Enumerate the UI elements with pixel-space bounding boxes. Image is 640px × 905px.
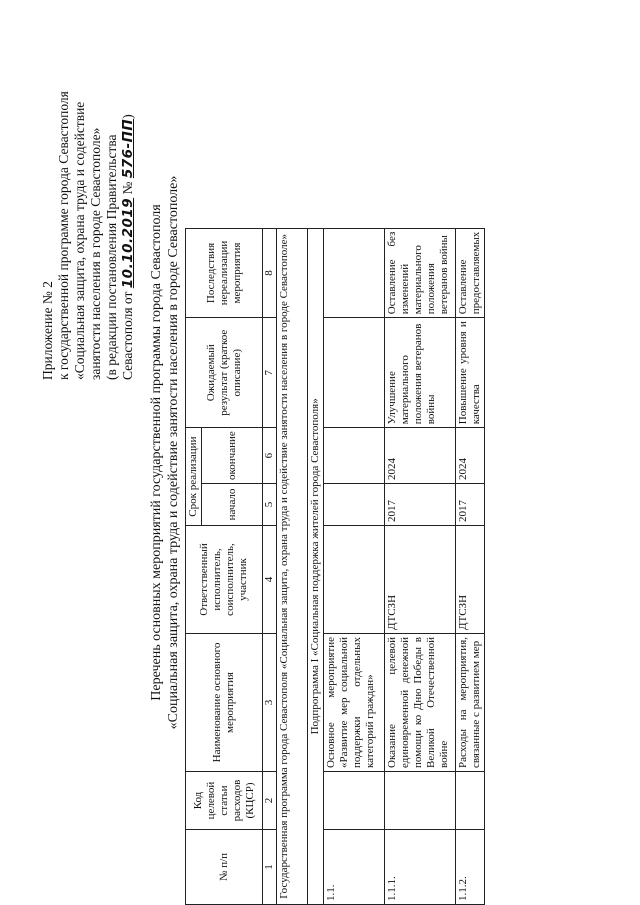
cell-num: 1.1.2. [456,830,485,905]
table-row [324,228,385,904]
cell-executor: ДТСЗН [456,526,485,634]
appendix-prefix: Севастополя от [120,291,135,380]
measures-table [185,228,485,905]
header-result: Ожидаемый результат (краткое описание) [186,318,263,428]
column-number: 4 [263,526,277,634]
subprogram-row [308,228,324,904]
closing-paren: ) [120,114,135,119]
appendix-block [40,35,136,380]
cell-end: 2024 [456,428,485,484]
header-num: № п/п [186,830,263,905]
number-sign: № [120,181,135,195]
cell-code [324,772,385,830]
program-title: Государственная программа города Севастополя «Социальная защита, охрана труда и содействие занятости населения в городе Севастополе» [277,228,308,904]
cell-result [324,318,385,428]
column-number: 2 [263,772,277,830]
cell-code [385,772,456,830]
cell-end [324,428,385,484]
column-number: 5 [263,484,277,526]
cell-start: 2017 [456,484,485,526]
header-start: начало [202,484,263,526]
heading-line: «Социальная защита, охрана труда и содействие занятости населения в городе Севастополе» [166,175,181,730]
header-term: Срок реализации [186,428,202,526]
cell-name: Оказание целевой единовременной денежной помощи ко Дню Победы в Великой Отечественной войне [385,634,456,772]
cell-name: Основное мероприятие «Развитие мер социальной поддержки отдельных категорий граждан» [324,634,385,772]
cell-num: 1.1.1. [385,830,456,905]
header-name: Наименование основного мероприятия [186,634,263,772]
appendix-line: «Социальная защита, охрана труда и содействие [72,101,87,380]
cell-consequence [324,228,385,318]
handwritten-number: 576-ПП [120,118,136,179]
header-end: окончание [202,428,263,484]
cell-consequence: Оставление предоставляемых [456,228,485,318]
heading-line: Перечень основных мероприятий государственной программы города Севастополя [149,204,164,701]
cell-num: 1.1. [324,830,385,905]
cell-result: Улучшение материального положения ветеранов войны [385,318,456,428]
handwritten-date: 10.10.2019 [120,197,136,289]
appendix-line: (в редакции постановления Правительства [104,134,119,380]
header-code: Код целевой статьи расходов (КЦСР) [186,772,263,830]
column-number: 3 [263,634,277,772]
program-row [277,228,308,904]
cell-executor: ДТСЗН [385,526,456,634]
header-executor: Ответственный исполнитель, соисполнитель, участник [186,526,263,634]
column-number: 6 [263,428,277,484]
column-number: 8 [263,228,277,318]
cell-start [324,484,385,526]
column-number-row [263,228,277,904]
column-number: 1 [263,830,277,905]
header-row [186,228,202,904]
table-row [456,228,485,904]
appendix-date-line [120,35,136,380]
cell-end: 2024 [385,428,456,484]
cell-code [456,772,485,830]
header-consequence: Последствия нереализации мероприятия [186,228,263,318]
cell-name: Расходы на мероприятия, связанные с развитием мер [456,634,485,772]
table-row [385,228,456,904]
cell-result: Повышение уровня и качества [456,318,485,428]
cell-executor [324,526,385,634]
cell-start: 2017 [385,484,456,526]
document-heading [148,0,182,905]
cell-consequence: Оставление без изменений материального положения ветеранов войны [385,228,456,318]
column-number: 7 [263,318,277,428]
appendix-line: занятости населения в городе Севастополе» [88,127,103,380]
appendix-line: к государственной программе города Севастополя [56,91,71,380]
appendix-title: Приложение № 2 [40,281,55,380]
subprogram-title: Подпрограмма I «Социальная поддержка жителей города Севастополя» [308,228,324,904]
